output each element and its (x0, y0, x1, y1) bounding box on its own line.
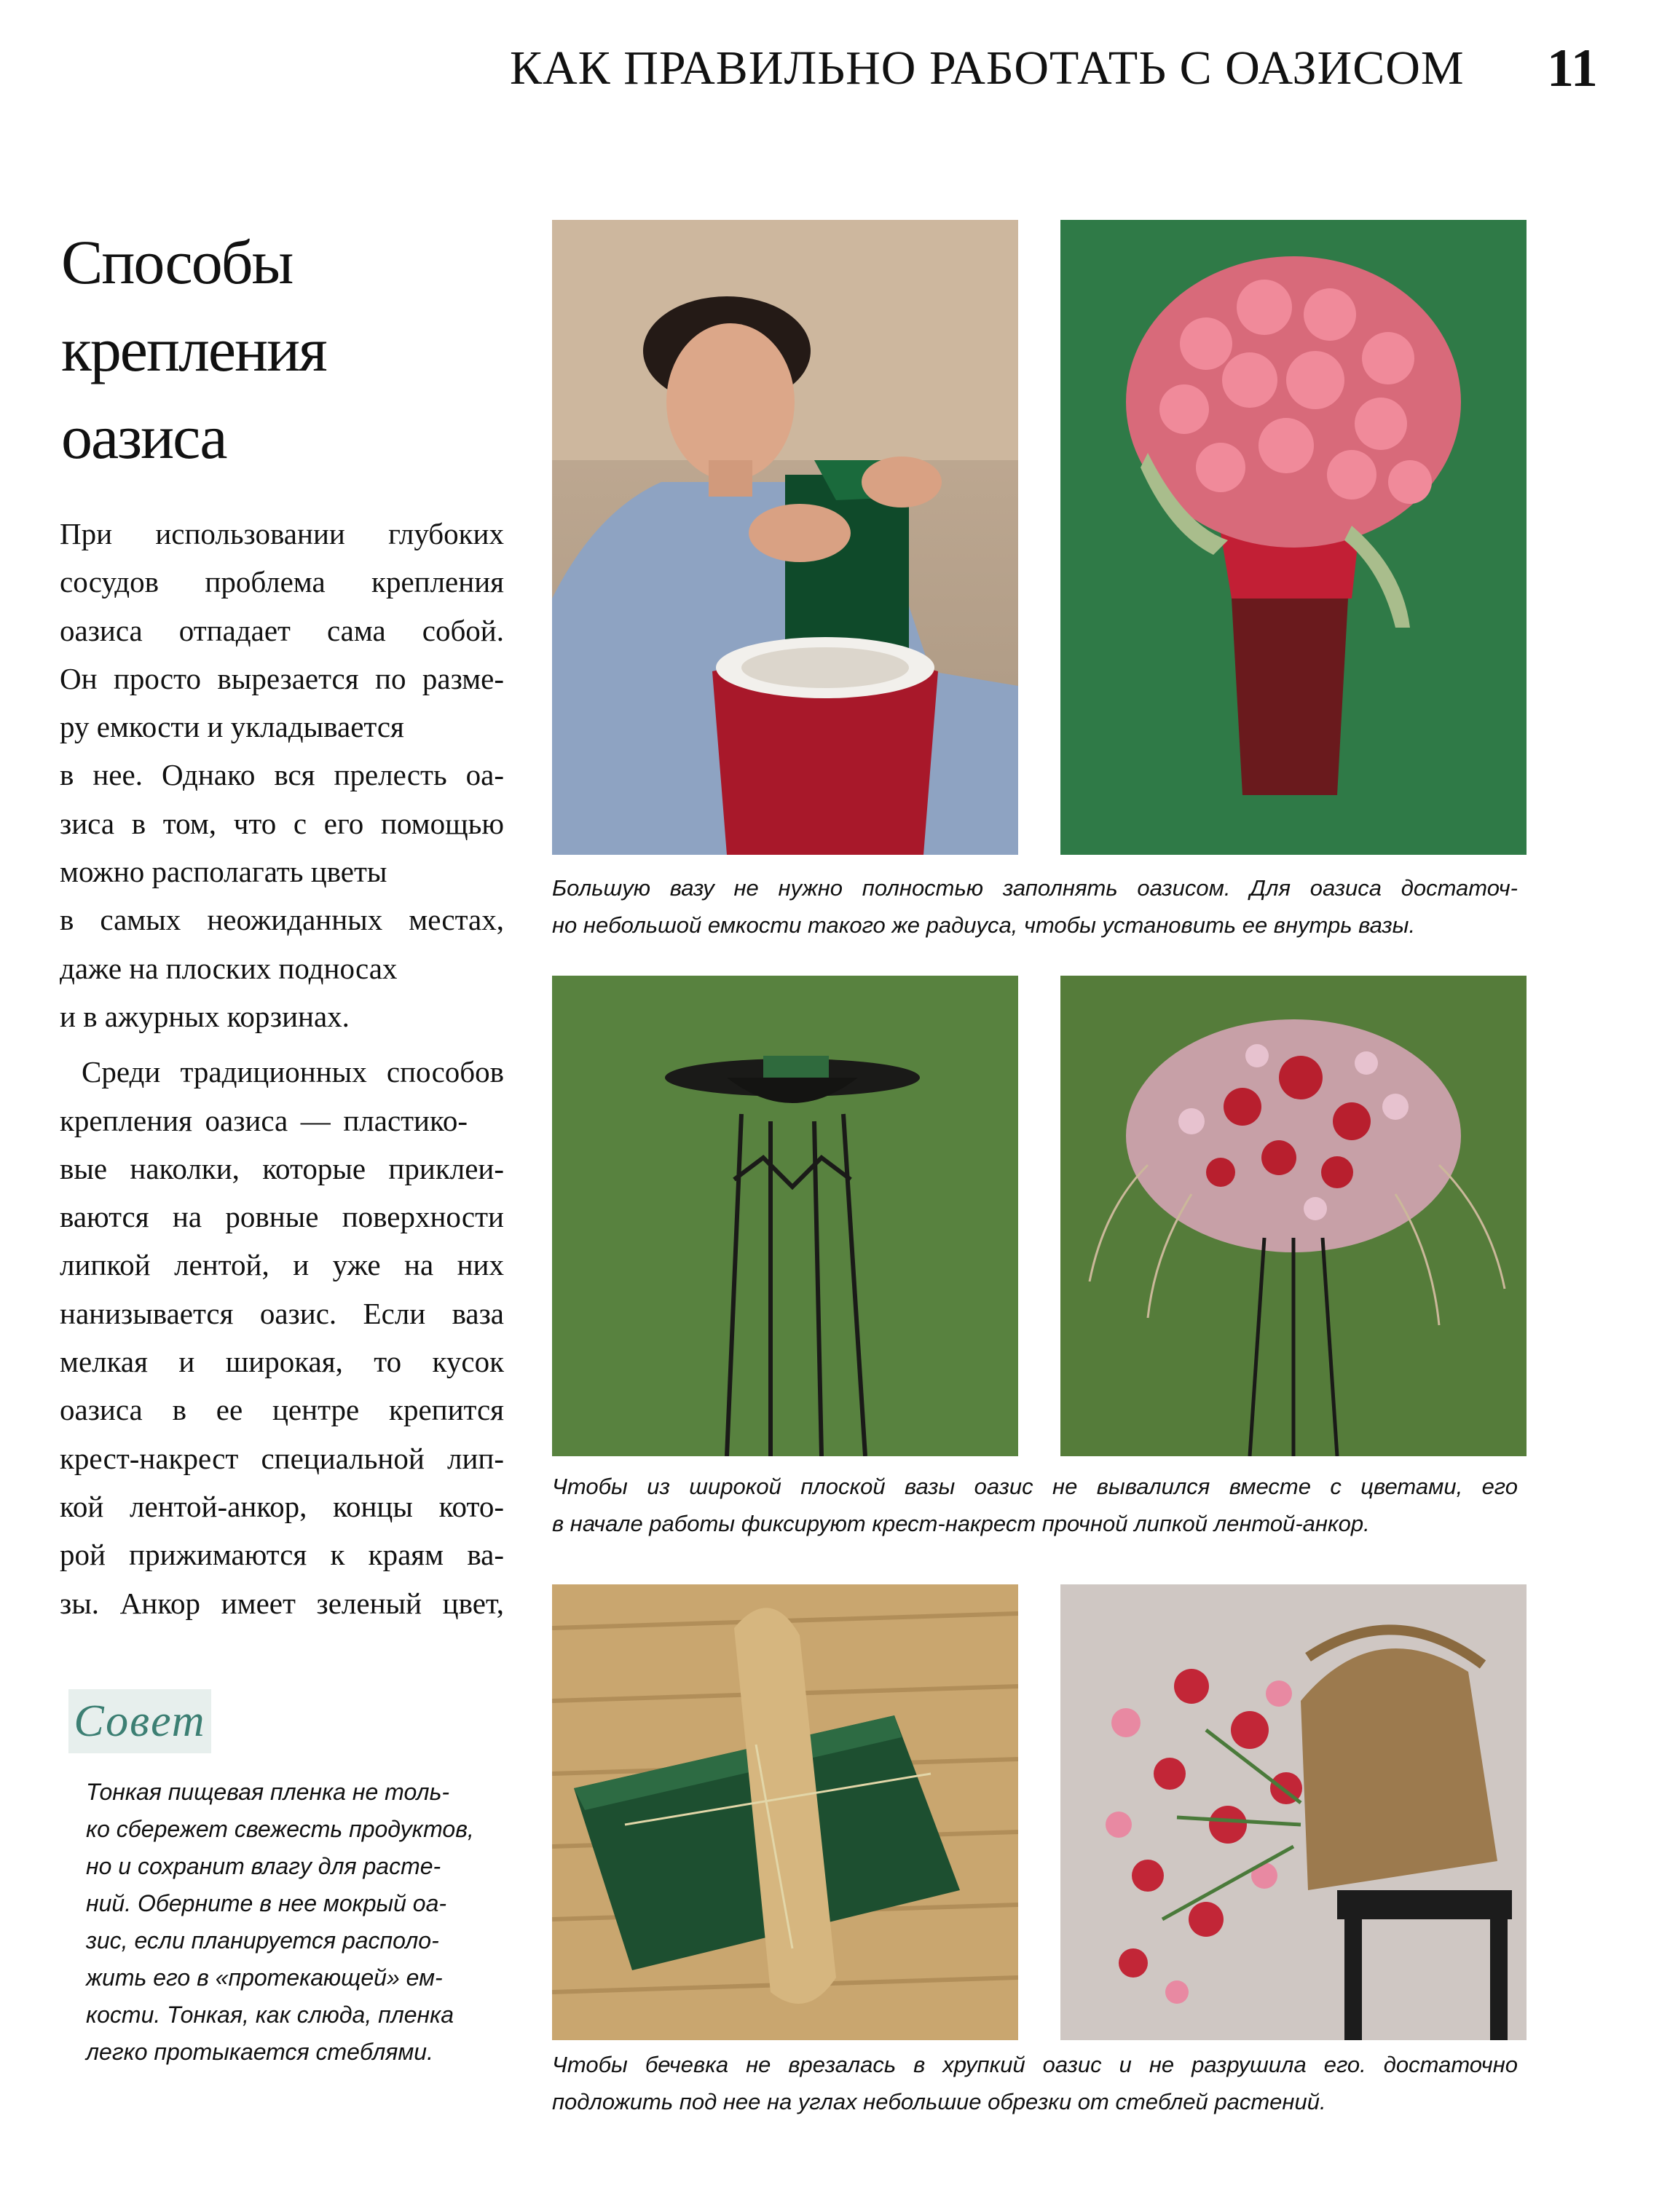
body-line: даже на плоских подносах (60, 951, 398, 985)
body-line: крепления оазиса — пластико- (60, 1103, 468, 1137)
caption-line: Чтобы из широкой плоской вазы оазис не вывалился вместе с цветами, его (552, 1474, 1518, 1499)
photo-rose-bouquet (1060, 220, 1527, 855)
body-line: ру емкости и укладывается (60, 710, 404, 744)
body-line: зиса в том, что с его помощью (60, 806, 504, 840)
body-line: При использовании глубоких (60, 517, 504, 550)
tip-line: ний. Оберните в нее мокрый оа- (86, 1890, 447, 1916)
caption-1 (552, 869, 1518, 944)
body-line: Среди традиционных способов (82, 1055, 504, 1089)
title-line: оазиса (61, 402, 227, 472)
caption-line: но небольшой емкости такого же радиуса, чтобы установить ее внутрь вазы. (552, 912, 1416, 938)
body-line: сосудов проблема крепления (60, 565, 504, 599)
tip-line: жить его в «протекающей» ем- (86, 1964, 443, 1991)
caption-line: Чтобы бечевка не врезалась в хрупкий оазис и не разрушила его. достаточно (552, 2052, 1518, 2077)
body-line: вые наколки, которые приклеи- (60, 1151, 504, 1185)
caption-3 (552, 2046, 1518, 2120)
body-line: ваются на ровные поверхности (60, 1200, 504, 1234)
photo-stand-with-oasis (552, 976, 1018, 1456)
photo-oasis-in-basket (552, 1584, 1018, 2040)
body-line: мелкая и широкая, то кусок (60, 1345, 504, 1379)
body-line: липкой лентой, и уже на них (60, 1248, 504, 1282)
body-line: в нее. Однако вся прелесть оа- (60, 758, 504, 792)
body-line: оазиса отпадает сама собой. (60, 613, 504, 647)
photo-arrangement-on-stand (1060, 976, 1527, 1456)
tip-line: легко протыкается стеблями. (86, 2039, 433, 2065)
tip-line: Тонкая пищевая пленка не толь- (86, 1779, 450, 1805)
body-line: в самых неожиданных местах, (60, 903, 504, 937)
body-line: кой лентой-анкор, концы кото- (60, 1489, 504, 1523)
body-line: рой прижимаются к краям ва- (60, 1538, 504, 1572)
tip-text (86, 1774, 479, 2071)
tip-label: Совет (68, 1689, 211, 1753)
photo-basket-roses (1060, 1584, 1527, 2040)
page-number: 11 (1547, 39, 1598, 98)
tip-line: но и сохранит влагу для расте- (86, 1853, 441, 1879)
section-title (61, 218, 498, 481)
title-line: Способы (61, 227, 293, 297)
tip-line: кости. Тонкая, как слюда, пленка (86, 2002, 454, 2028)
caption-line: подложить под нее на углах небольшие обрезки от стеблей растений. (552, 2089, 1326, 2114)
body-line: оазиса в ее центре крепится (60, 1393, 504, 1427)
body-line: зы. Анкор имеет зеленый цвет, (60, 1586, 504, 1620)
photo-woman-cutting-oasis (552, 220, 1018, 855)
tip-line: зис, если планируется располо- (86, 1927, 439, 1954)
body-line: можно располагать цветы (60, 855, 387, 889)
body-line: нанизывается оазис. Если ваза (60, 1296, 504, 1330)
title-line: крепления (61, 315, 326, 384)
tip-line: ко сбережет свежесть продуктов, (86, 1816, 474, 1842)
body-line: крест-накрест специальной лип- (60, 1441, 504, 1475)
caption-line: Большую вазу не нужно полностью заполнять оазисом. Для оазиса достаточ- (552, 875, 1518, 901)
body-line: и в ажурных корзинах. (60, 999, 350, 1033)
caption-2 (552, 1468, 1518, 1542)
body-line: Он просто вырезается по разме- (60, 661, 504, 695)
running-title: КАК ПРАВИЛЬНО РАБОТАТЬ С ОАЗИСОМ (510, 42, 1465, 95)
caption-line: в начале работы фиксируют крест-накрест прочной липкой лентой-анкор. (552, 1511, 1370, 1536)
body-text (60, 510, 504, 1627)
